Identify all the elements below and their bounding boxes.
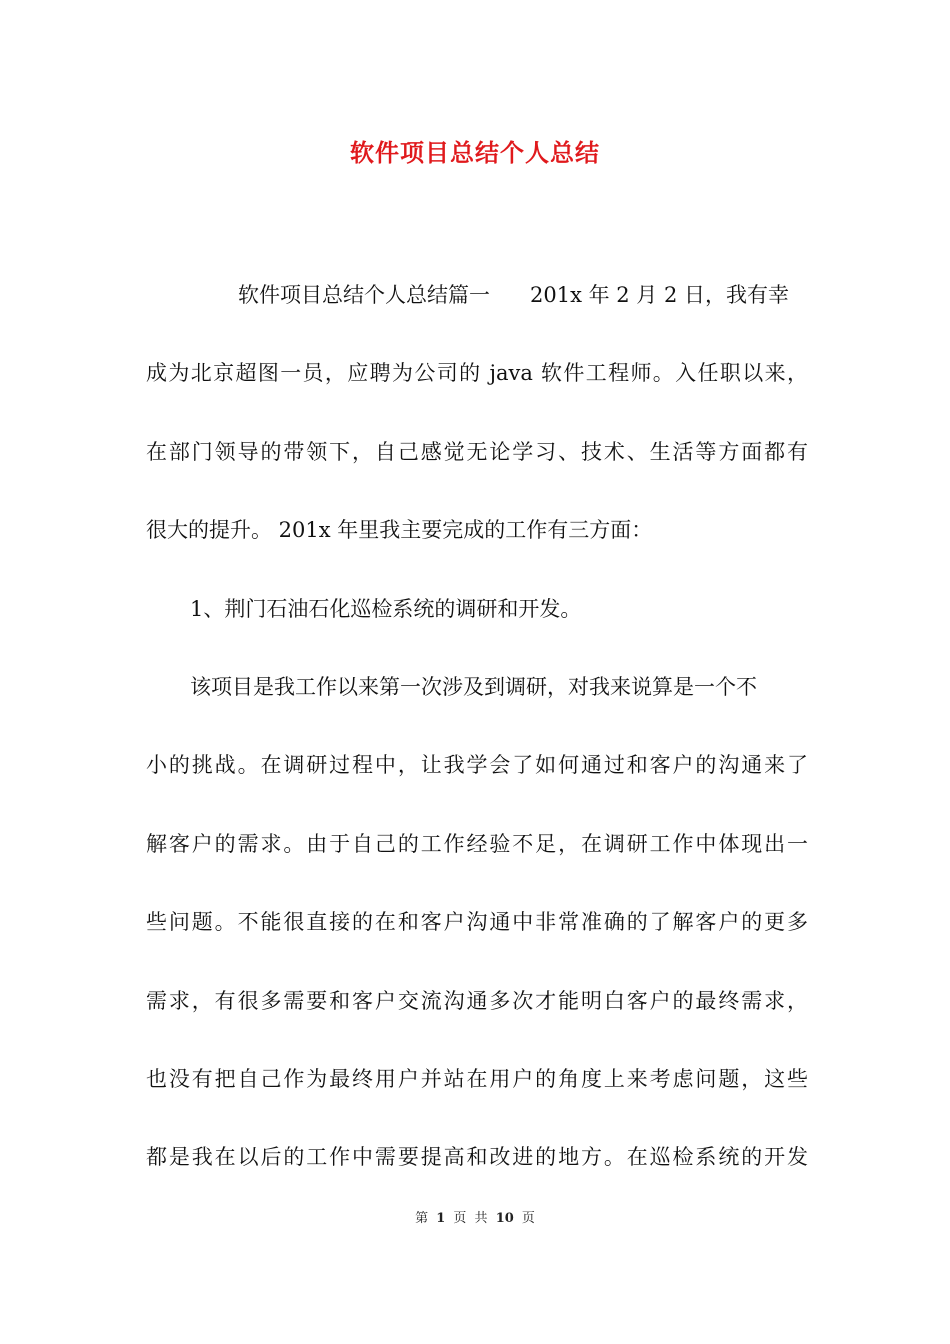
paragraph-line: 也没有把自己作为最终用户并站在用户的角度上来考虑问题，这些	[146, 1066, 808, 1091]
paragraph-line: 小的挑战。在调研过程中，让我学会了如何通过和客户的沟通来了	[146, 753, 808, 778]
paragraph-line: 些问题。不能很直接的在和客户沟通中非常准确的了解客户的更多	[146, 910, 808, 935]
paragraph-line: 该项目是我工作以来第一次涉及到调研，对我来说算是一个不	[190, 674, 757, 699]
list-item-heading: 1、荆门石油石化巡检系统的调研和开发。	[190, 596, 582, 621]
paragraph-line: 很大的提升。 201x 年里我主要完成的工作有三方面：	[146, 518, 653, 543]
section-heading-inline: 软件项目总结个人总结篇一	[238, 283, 490, 307]
paragraph-line: 解客户的需求。由于自己的工作经验不足，在调研工作中体现出一	[146, 831, 808, 856]
footer-prefix: 第	[415, 1211, 429, 1226]
footer-page-number: 1	[436, 1211, 446, 1226]
paragraph-text: 201x 年 2 月 2 日，我有幸	[530, 283, 790, 307]
page-footer	[0, 1207, 950, 1231]
paragraph-line: 都是我在以后的工作中需要提高和改进的地方。在巡检系统的开发	[146, 1145, 808, 1170]
footer-total-pages: 10	[495, 1211, 514, 1226]
footer-suffix: 页	[521, 1211, 535, 1226]
paragraph-line: 在部门领导的带领下，自己感觉无论学习、技术、生活等方面都有	[146, 439, 808, 464]
document-title: 软件项目总结个人总结	[350, 138, 600, 167]
paragraph-line: 需求，有很多需要和客户交流沟通多次才能明白客户的最终需求，	[146, 988, 808, 1013]
paragraph-line: 成为北京超图一员，应聘为公司的 java 软件工程师。入任职以来，	[146, 361, 808, 386]
footer-middle: 页 共	[453, 1211, 488, 1226]
paragraph-line	[146, 274, 808, 352]
document-body	[146, 274, 808, 1215]
